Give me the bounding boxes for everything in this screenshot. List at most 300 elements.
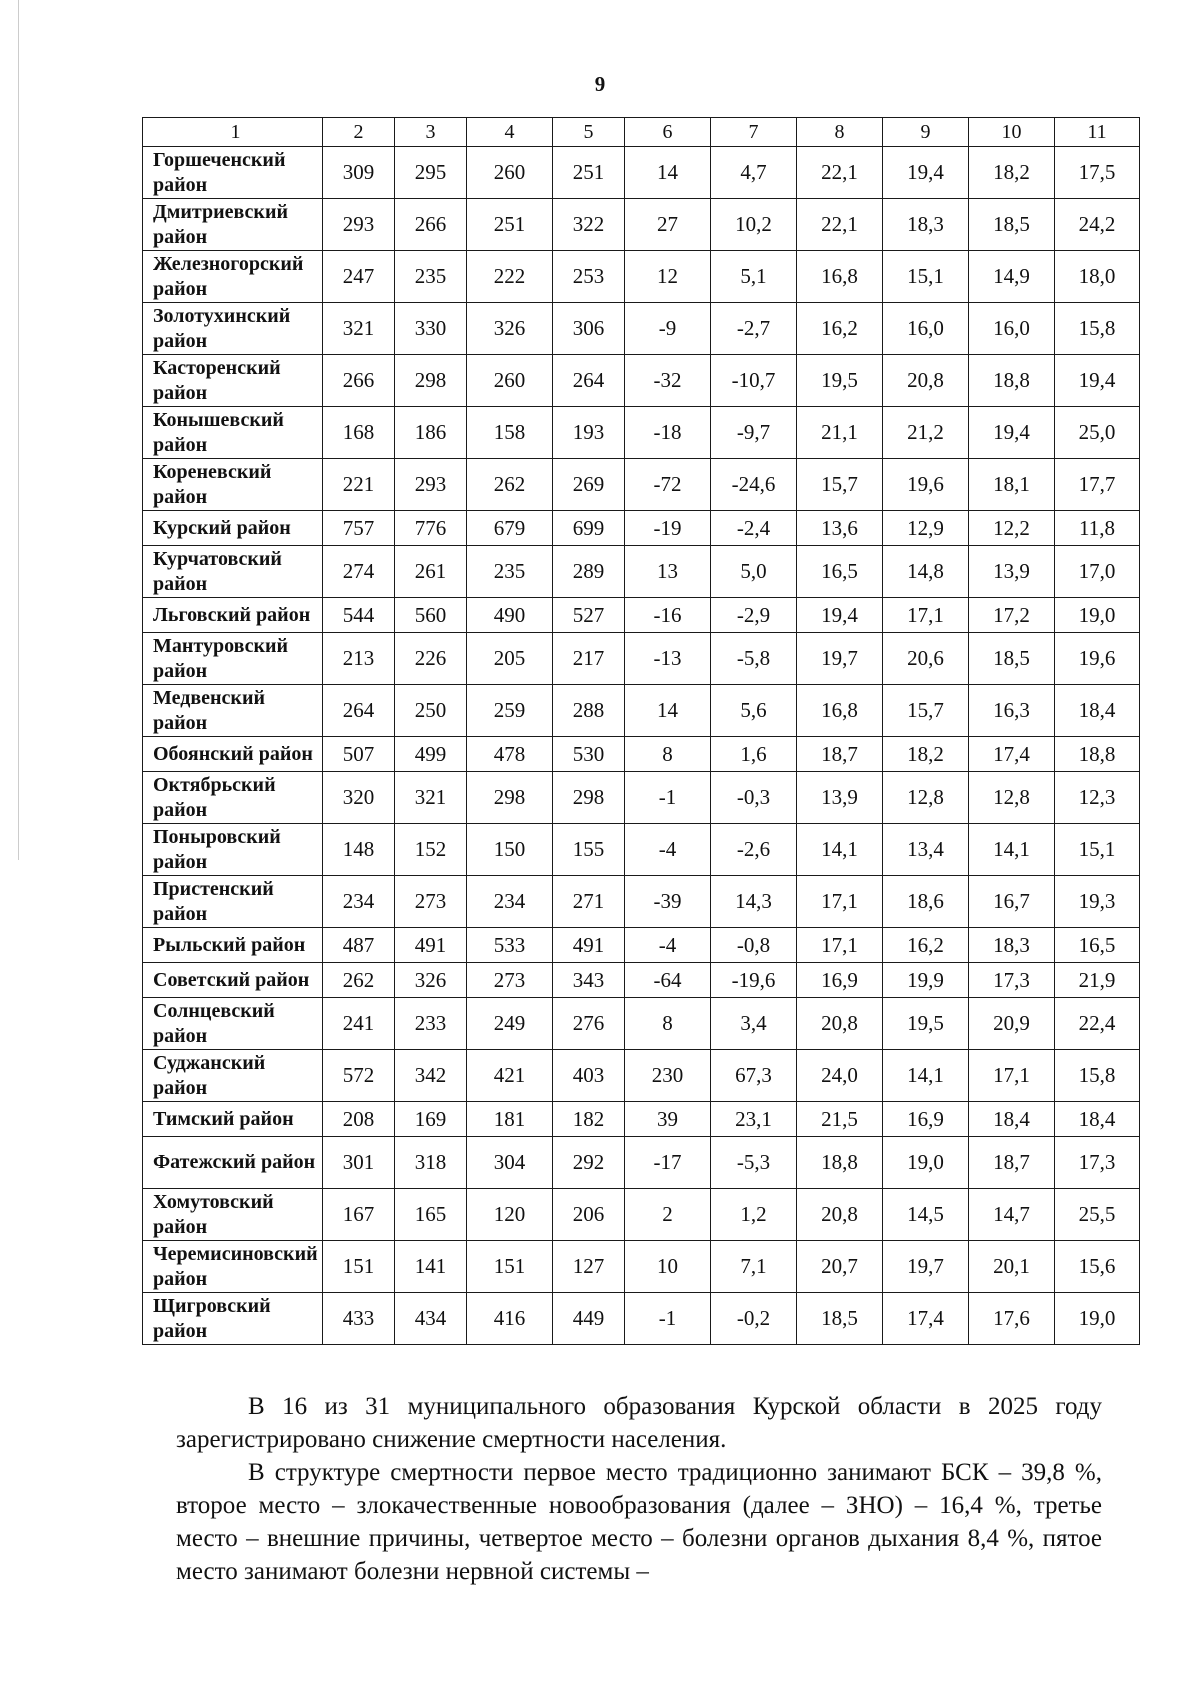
value-cell: 18,2	[969, 147, 1055, 199]
value-cell: 13,6	[797, 511, 883, 546]
value-cell: 253	[553, 251, 625, 303]
value-cell: -0,2	[711, 1293, 797, 1345]
table-row	[143, 1241, 1140, 1293]
value-cell: 16,5	[797, 546, 883, 598]
mortality-table	[142, 117, 1140, 1345]
table-row	[143, 199, 1140, 251]
value-cell: 12,9	[883, 511, 969, 546]
value-cell: -13	[625, 633, 711, 685]
value-cell: 18,4	[969, 1102, 1055, 1137]
value-cell: 235	[395, 251, 467, 303]
value-cell: -9	[625, 303, 711, 355]
value-cell: 182	[553, 1102, 625, 1137]
value-cell: -2,4	[711, 511, 797, 546]
value-cell: 19,5	[883, 998, 969, 1050]
district-name: Горшеченский район	[143, 147, 323, 199]
value-cell: 16,0	[883, 303, 969, 355]
value-cell: 271	[553, 876, 625, 928]
district-name: Золотухинский район	[143, 303, 323, 355]
value-cell: 20,6	[883, 633, 969, 685]
value-cell: 16,9	[883, 1102, 969, 1137]
value-cell: 16,2	[797, 303, 883, 355]
table-row	[143, 1189, 1140, 1241]
paragraph-structure	[176, 1456, 1102, 1588]
value-cell: 293	[323, 199, 395, 251]
district-name: Тимский район	[143, 1102, 323, 1137]
value-cell: 273	[467, 963, 553, 998]
table-row	[143, 876, 1140, 928]
value-cell: 18,5	[969, 199, 1055, 251]
value-cell: 487	[323, 928, 395, 963]
table-row	[143, 1293, 1140, 1345]
value-cell: 7,1	[711, 1241, 797, 1293]
value-cell: 342	[395, 1050, 467, 1102]
value-cell: 266	[395, 199, 467, 251]
value-cell: -64	[625, 963, 711, 998]
district-name: Железногорский район	[143, 251, 323, 303]
value-cell: 491	[395, 928, 467, 963]
value-cell: 19,3	[1055, 876, 1140, 928]
district-name: Конышевский район	[143, 407, 323, 459]
value-cell: 233	[395, 998, 467, 1050]
value-cell: 8	[625, 737, 711, 772]
value-cell: 17,1	[797, 928, 883, 963]
value-cell: 148	[323, 824, 395, 876]
value-cell: 13,4	[883, 824, 969, 876]
table-row	[143, 251, 1140, 303]
value-cell: 20,8	[797, 1189, 883, 1241]
header-cell: 11	[1055, 118, 1140, 147]
value-cell: 155	[553, 824, 625, 876]
header-cell: 9	[883, 118, 969, 147]
value-cell: -0,8	[711, 928, 797, 963]
value-cell: 2	[625, 1189, 711, 1241]
value-cell: 298	[467, 772, 553, 824]
value-cell: -4	[625, 824, 711, 876]
value-cell: 274	[323, 546, 395, 598]
value-cell: 679	[467, 511, 553, 546]
value-cell: 21,2	[883, 407, 969, 459]
value-cell: 17,3	[969, 963, 1055, 998]
value-cell: 295	[395, 147, 467, 199]
value-cell: 235	[467, 546, 553, 598]
value-cell: 5,1	[711, 251, 797, 303]
value-cell: 266	[323, 355, 395, 407]
value-cell: 206	[553, 1189, 625, 1241]
table-row	[143, 459, 1140, 511]
value-cell: 699	[553, 511, 625, 546]
value-cell: 217	[553, 633, 625, 685]
district-name: Курский район	[143, 511, 323, 546]
header-cell: 1	[143, 118, 323, 147]
value-cell: 19,4	[797, 598, 883, 633]
value-cell: 12	[625, 251, 711, 303]
value-cell: 527	[553, 598, 625, 633]
value-cell: 776	[395, 511, 467, 546]
value-cell: 208	[323, 1102, 395, 1137]
value-cell: 17,6	[969, 1293, 1055, 1345]
value-cell: -5,8	[711, 633, 797, 685]
value-cell: 16,8	[797, 251, 883, 303]
value-cell: 434	[395, 1293, 467, 1345]
value-cell: 757	[323, 511, 395, 546]
value-cell: 421	[467, 1050, 553, 1102]
value-cell: 14,8	[883, 546, 969, 598]
value-cell: 499	[395, 737, 467, 772]
value-cell: 241	[323, 998, 395, 1050]
value-cell: 11,8	[1055, 511, 1140, 546]
value-cell: 19,0	[1055, 1293, 1140, 1345]
value-cell: 13,9	[969, 546, 1055, 598]
value-cell: 19,6	[1055, 633, 1140, 685]
value-cell: 264	[323, 685, 395, 737]
value-cell: 533	[467, 928, 553, 963]
value-cell: 18,4	[1055, 685, 1140, 737]
value-cell: 19,4	[883, 147, 969, 199]
paragraph-decline	[176, 1390, 1102, 1456]
value-cell: 19,4	[969, 407, 1055, 459]
value-cell: 12,8	[883, 772, 969, 824]
value-cell: 141	[395, 1241, 467, 1293]
value-cell: 25,5	[1055, 1189, 1140, 1241]
table-row	[143, 963, 1140, 998]
value-cell: 15,7	[883, 685, 969, 737]
value-cell: 17,0	[1055, 546, 1140, 598]
value-cell: 5,6	[711, 685, 797, 737]
value-cell: 17,2	[969, 598, 1055, 633]
district-name: Черемисиновский район	[143, 1241, 323, 1293]
value-cell: -10,7	[711, 355, 797, 407]
value-cell: 152	[395, 824, 467, 876]
value-cell: 1,2	[711, 1189, 797, 1241]
district-name: Солнцевский район	[143, 998, 323, 1050]
value-cell: 16,5	[1055, 928, 1140, 963]
value-cell: 433	[323, 1293, 395, 1345]
value-cell: 193	[553, 407, 625, 459]
value-cell: 320	[323, 772, 395, 824]
header-cell: 3	[395, 118, 467, 147]
value-cell: 318	[395, 1137, 467, 1189]
value-cell: 151	[323, 1241, 395, 1293]
header-cell: 6	[625, 118, 711, 147]
value-cell: 15,1	[1055, 824, 1140, 876]
value-cell: 251	[467, 199, 553, 251]
value-cell: 19,4	[1055, 355, 1140, 407]
value-cell: 15,8	[1055, 1050, 1140, 1102]
value-cell: -39	[625, 876, 711, 928]
value-cell: 17,5	[1055, 147, 1140, 199]
value-cell: -32	[625, 355, 711, 407]
value-cell: 19,7	[797, 633, 883, 685]
table-row	[143, 147, 1140, 199]
table-row	[143, 998, 1140, 1050]
value-cell: 478	[467, 737, 553, 772]
table-row	[143, 685, 1140, 737]
value-cell: 120	[467, 1189, 553, 1241]
district-name: Мантуровский район	[143, 633, 323, 685]
value-cell: 234	[467, 876, 553, 928]
district-name: Октябрьский район	[143, 772, 323, 824]
value-cell: 490	[467, 598, 553, 633]
value-cell: -2,7	[711, 303, 797, 355]
value-cell: 3,4	[711, 998, 797, 1050]
value-cell: 18,5	[797, 1293, 883, 1345]
value-cell: -16	[625, 598, 711, 633]
value-cell: 221	[323, 459, 395, 511]
header-cell: 8	[797, 118, 883, 147]
value-cell: 226	[395, 633, 467, 685]
value-cell: -1	[625, 1293, 711, 1345]
value-cell: 306	[553, 303, 625, 355]
value-cell: 14,9	[969, 251, 1055, 303]
value-cell: 18,2	[883, 737, 969, 772]
value-cell: 250	[395, 685, 467, 737]
value-cell: 22,1	[797, 147, 883, 199]
table-row	[143, 598, 1140, 633]
table-body	[143, 118, 1140, 1345]
district-name: Льговский район	[143, 598, 323, 633]
value-cell: 39	[625, 1102, 711, 1137]
value-cell: 17,4	[883, 1293, 969, 1345]
value-cell: 22,4	[1055, 998, 1140, 1050]
value-cell: -2,6	[711, 824, 797, 876]
value-cell: -19	[625, 511, 711, 546]
value-cell: -9,7	[711, 407, 797, 459]
header-cell: 10	[969, 118, 1055, 147]
paragraph-text: В структуре смертности первое место традиционно занимают БСК – 39,8 %, второе место – злокачественные новообразования (далее – ЗНО) – 16,4 %, третье место – внешние причины, четвертое место – болезни органов дыхания 8,4 %, пятое место занимают болезни нервной системы –	[176, 1459, 1102, 1585]
value-cell: 262	[467, 459, 553, 511]
value-cell: 16,7	[969, 876, 1055, 928]
value-cell: 230	[625, 1050, 711, 1102]
value-cell: 269	[553, 459, 625, 511]
value-cell: 186	[395, 407, 467, 459]
district-name: Щигровский район	[143, 1293, 323, 1345]
value-cell: 14,7	[969, 1189, 1055, 1241]
district-name: Суджанский район	[143, 1050, 323, 1102]
value-cell: 330	[395, 303, 467, 355]
value-cell: 289	[553, 546, 625, 598]
value-cell: 169	[395, 1102, 467, 1137]
table-row	[143, 303, 1140, 355]
value-cell: 16,2	[883, 928, 969, 963]
header-cell: 5	[553, 118, 625, 147]
value-cell: 249	[467, 998, 553, 1050]
value-cell: 13	[625, 546, 711, 598]
value-cell: 150	[467, 824, 553, 876]
value-cell: 18,3	[969, 928, 1055, 963]
value-cell: 288	[553, 685, 625, 737]
value-cell: 18,8	[797, 1137, 883, 1189]
value-cell: -0,3	[711, 772, 797, 824]
value-cell: 18,1	[969, 459, 1055, 511]
value-cell: -5,3	[711, 1137, 797, 1189]
value-cell: 260	[467, 355, 553, 407]
value-cell: 27	[625, 199, 711, 251]
value-cell: -18	[625, 407, 711, 459]
value-cell: 17,4	[969, 737, 1055, 772]
value-cell: 19,0	[883, 1137, 969, 1189]
value-cell: 5,0	[711, 546, 797, 598]
value-cell: 309	[323, 147, 395, 199]
value-cell: 4,7	[711, 147, 797, 199]
value-cell: 24,0	[797, 1050, 883, 1102]
value-cell: 22,1	[797, 199, 883, 251]
value-cell: 321	[323, 303, 395, 355]
value-cell: 301	[323, 1137, 395, 1189]
value-cell: 167	[323, 1189, 395, 1241]
value-cell: 18,8	[969, 355, 1055, 407]
header-cell: 7	[711, 118, 797, 147]
district-name: Рыльский район	[143, 928, 323, 963]
value-cell: 15,7	[797, 459, 883, 511]
value-cell: 17,3	[1055, 1137, 1140, 1189]
value-cell: 14,3	[711, 876, 797, 928]
scan-edge-line	[18, 0, 19, 860]
value-cell: 343	[553, 963, 625, 998]
value-cell: 213	[323, 633, 395, 685]
value-cell: -19,6	[711, 963, 797, 998]
value-cell: 165	[395, 1189, 467, 1241]
value-cell: 205	[467, 633, 553, 685]
value-cell: 304	[467, 1137, 553, 1189]
value-cell: 10	[625, 1241, 711, 1293]
value-cell: 18,6	[883, 876, 969, 928]
header-row	[143, 118, 1140, 147]
value-cell: 293	[395, 459, 467, 511]
value-cell: 15,6	[1055, 1241, 1140, 1293]
value-cell: 530	[553, 737, 625, 772]
value-cell: 17,7	[1055, 459, 1140, 511]
value-cell: 222	[467, 251, 553, 303]
value-cell: 251	[553, 147, 625, 199]
value-cell: 19,5	[797, 355, 883, 407]
value-cell: -72	[625, 459, 711, 511]
value-cell: 14	[625, 685, 711, 737]
value-cell: 259	[467, 685, 553, 737]
value-cell: 18,8	[1055, 737, 1140, 772]
district-name: Курчатовский район	[143, 546, 323, 598]
value-cell: 67,3	[711, 1050, 797, 1102]
value-cell: 14,1	[797, 824, 883, 876]
value-cell: 14,1	[883, 1050, 969, 1102]
value-cell: 14,1	[969, 824, 1055, 876]
value-cell: 247	[323, 251, 395, 303]
value-cell: 292	[553, 1137, 625, 1189]
value-cell: 572	[323, 1050, 395, 1102]
value-cell: 273	[395, 876, 467, 928]
value-cell: 13,9	[797, 772, 883, 824]
value-cell: 158	[467, 407, 553, 459]
district-name: Советский район	[143, 963, 323, 998]
value-cell: 23,1	[711, 1102, 797, 1137]
value-cell: 298	[553, 772, 625, 824]
value-cell: 12,2	[969, 511, 1055, 546]
table-row	[143, 737, 1140, 772]
table-row	[143, 633, 1140, 685]
value-cell: 560	[395, 598, 467, 633]
value-cell: 8	[625, 998, 711, 1050]
value-cell: 264	[553, 355, 625, 407]
value-cell: 18,4	[1055, 1102, 1140, 1137]
value-cell: 21,1	[797, 407, 883, 459]
value-cell: 24,2	[1055, 199, 1140, 251]
value-cell: 416	[467, 1293, 553, 1345]
table-row	[143, 1102, 1140, 1137]
value-cell: 326	[395, 963, 467, 998]
table-row	[143, 546, 1140, 598]
value-cell: 18,0	[1055, 251, 1140, 303]
value-cell: 234	[323, 876, 395, 928]
value-cell: 21,9	[1055, 963, 1140, 998]
district-name: Касторенский район	[143, 355, 323, 407]
district-name: Фатежский район	[143, 1137, 323, 1189]
value-cell: 168	[323, 407, 395, 459]
value-cell: 260	[467, 147, 553, 199]
value-cell: 14	[625, 147, 711, 199]
value-cell: -2,9	[711, 598, 797, 633]
value-cell: 321	[395, 772, 467, 824]
value-cell: 14,5	[883, 1189, 969, 1241]
value-cell: 151	[467, 1241, 553, 1293]
value-cell: 25,0	[1055, 407, 1140, 459]
value-cell: 19,6	[883, 459, 969, 511]
value-cell: 16,8	[797, 685, 883, 737]
value-cell: 403	[553, 1050, 625, 1102]
value-cell: 19,9	[883, 963, 969, 998]
table-row	[143, 1137, 1140, 1189]
value-cell: 18,7	[797, 737, 883, 772]
value-cell: 544	[323, 598, 395, 633]
value-cell: 20,8	[883, 355, 969, 407]
value-cell: -4	[625, 928, 711, 963]
value-cell: 20,7	[797, 1241, 883, 1293]
district-name: Хомутовский район	[143, 1189, 323, 1241]
value-cell: 491	[553, 928, 625, 963]
value-cell: 18,5	[969, 633, 1055, 685]
table-row	[143, 824, 1140, 876]
table-row	[143, 772, 1140, 824]
value-cell: 507	[323, 737, 395, 772]
value-cell: 298	[395, 355, 467, 407]
value-cell: 261	[395, 546, 467, 598]
page-number: 9	[594, 72, 606, 96]
value-cell: 18,3	[883, 199, 969, 251]
table-row	[143, 1050, 1140, 1102]
value-cell: 1,6	[711, 737, 797, 772]
paragraph-text: В 16 из 31 муниципального образования Курской области в 2025 году зарегистрировано снижение смертности населения.	[176, 1393, 1102, 1453]
value-cell: 18,7	[969, 1137, 1055, 1189]
value-cell: 21,5	[797, 1102, 883, 1137]
table-row	[143, 407, 1140, 459]
table-row	[143, 355, 1140, 407]
table-row	[143, 511, 1140, 546]
value-cell: 17,1	[883, 598, 969, 633]
value-cell: 19,0	[1055, 598, 1140, 633]
value-cell: 17,1	[969, 1050, 1055, 1102]
value-cell: 20,9	[969, 998, 1055, 1050]
value-cell: 17,1	[797, 876, 883, 928]
value-cell: 12,3	[1055, 772, 1140, 824]
header-cell: 2	[323, 118, 395, 147]
value-cell: 20,8	[797, 998, 883, 1050]
value-cell: 16,0	[969, 303, 1055, 355]
value-cell: 449	[553, 1293, 625, 1345]
value-cell: 181	[467, 1102, 553, 1137]
value-cell: 262	[323, 963, 395, 998]
value-cell: 10,2	[711, 199, 797, 251]
value-cell: 20,1	[969, 1241, 1055, 1293]
district-name: Медвенский район	[143, 685, 323, 737]
